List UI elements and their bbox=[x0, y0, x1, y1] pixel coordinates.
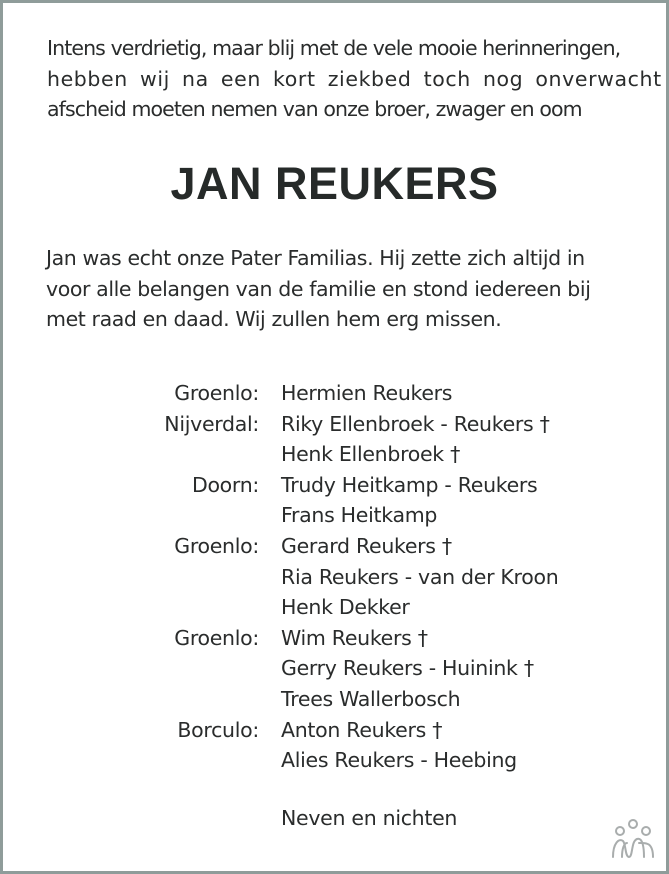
family-people-icon bbox=[611, 819, 655, 859]
family-row bbox=[0, 715, 669, 746]
family-person: Wim Reukers † bbox=[281, 625, 428, 650]
family-person: Riky Ellenbroek - Reukers † bbox=[281, 411, 550, 436]
family-row bbox=[0, 684, 669, 715]
family-place: Groenlo: bbox=[174, 381, 259, 405]
bio-text bbox=[46, 243, 636, 335]
family-row bbox=[0, 470, 669, 501]
family-person: Ria Reukers - van der Kroon bbox=[281, 564, 559, 589]
family-person: Gerry Reukers - Huinink † bbox=[281, 656, 534, 681]
family-person: Trudy Heitkamp - Reukers bbox=[281, 472, 538, 497]
family-person: Anton Reukers † bbox=[281, 717, 443, 742]
intro-line: Intens verdrietig, maar blij met de vele mooie herinneringen, bbox=[47, 36, 621, 60]
intro-text bbox=[47, 33, 662, 125]
family-row bbox=[0, 500, 669, 531]
family-person: Alies Reukers - Heebing bbox=[281, 748, 517, 773]
family-person: Henk Ellenbroek † bbox=[281, 442, 461, 467]
intro-line: afscheid moeten nemen van onze broer, zwager en oom bbox=[47, 97, 582, 121]
bio-line: voor alle belangen van de familie en stond iedereen bij bbox=[46, 276, 591, 301]
family-row bbox=[0, 378, 669, 409]
family-place: Groenlo: bbox=[174, 625, 259, 650]
family-person: Henk Dekker bbox=[281, 595, 410, 620]
family-row bbox=[0, 592, 669, 623]
family-person: Frans Heitkamp bbox=[281, 503, 438, 528]
deceased-name: JAN REUKERS bbox=[170, 158, 499, 209]
family-row bbox=[0, 531, 669, 562]
family-list bbox=[0, 378, 669, 776]
intro-line: hebben wij na een kort ziekbed toch nog onverwacht bbox=[47, 66, 662, 91]
family-row bbox=[0, 562, 669, 593]
family-row bbox=[0, 745, 669, 776]
family-row bbox=[0, 439, 669, 470]
family-person: Gerard Reukers † bbox=[281, 533, 452, 558]
family-row bbox=[0, 409, 669, 440]
family-row bbox=[0, 653, 669, 684]
family-person: Trees Wallerbosch bbox=[281, 686, 461, 711]
family-place: Borculo: bbox=[177, 717, 259, 742]
family-row bbox=[0, 623, 669, 654]
family-place: Nijverdal: bbox=[164, 411, 259, 436]
bio-line: Jan was echt onze Pater Familias. Hij zette zich altijd in bbox=[46, 246, 585, 270]
family-place: Doorn: bbox=[191, 472, 259, 497]
closing-text: Neven en nichten bbox=[281, 806, 458, 830]
bio-line: met raad en daad. Wij zullen hem erg missen. bbox=[46, 307, 502, 332]
family-person: Hermien Reukers bbox=[281, 381, 453, 405]
family-place: Groenlo: bbox=[174, 533, 259, 558]
